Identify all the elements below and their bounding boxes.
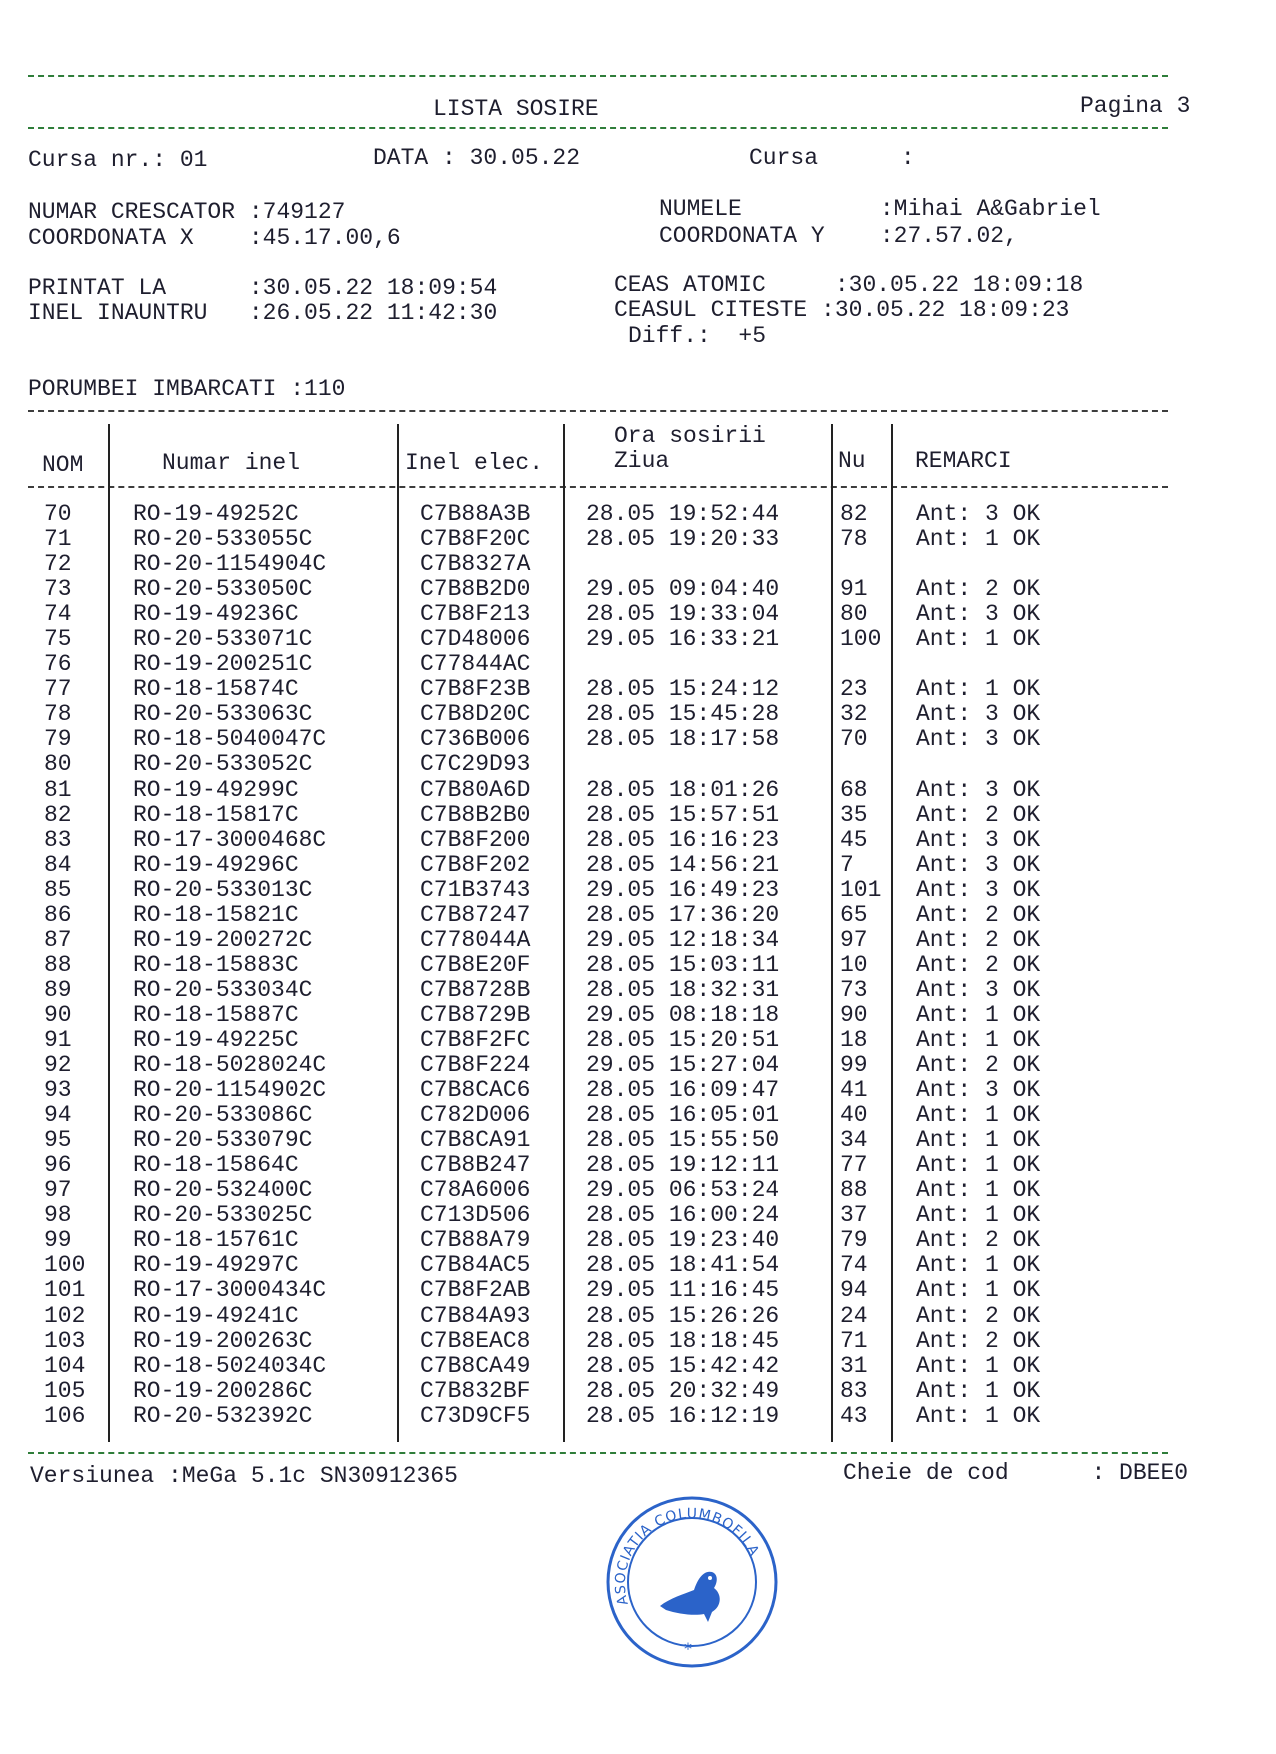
row-ring-number: RO-20-533079C — [133, 1127, 313, 1154]
table-row — [0, 928, 1276, 953]
row-nom: 101 — [44, 1277, 86, 1304]
table-row — [0, 828, 1276, 853]
row-nom: 98 — [44, 1202, 72, 1229]
row-arrival-time: 28.05 18:32:31 — [586, 976, 780, 1003]
row-nom: 100 — [44, 1252, 86, 1279]
row-arrival-time: 28.05 18:01:26 — [586, 776, 780, 803]
row-arrival-time: 28.05 18:17:58 — [586, 726, 780, 753]
row-electronic-ring: C7B8F2FC — [420, 1026, 531, 1053]
row-electronic-ring: C7B87247 — [420, 901, 531, 928]
table-row — [0, 1329, 1276, 1354]
row-ring-number: RO-19-49299C — [133, 776, 299, 803]
table-row — [0, 1128, 1276, 1153]
row-nom: 96 — [44, 1152, 72, 1179]
table-row — [0, 627, 1276, 652]
table-row — [0, 527, 1276, 552]
row-electronic-ring: C7B8729B — [420, 1001, 531, 1028]
race-name: Cursa : — [749, 145, 915, 171]
col-nom: NOM — [42, 452, 84, 478]
row-ring-number: RO-20-1154902C — [133, 1077, 327, 1104]
row-remark: Ant: 1 OK — [916, 1177, 1041, 1204]
row-ring-number: RO-20-532392C — [133, 1402, 313, 1429]
row-nom: 73 — [44, 576, 72, 603]
row-position: 31 — [840, 1352, 868, 1379]
row-electronic-ring: C7B8F23B — [420, 676, 531, 703]
row-remark: Ant: 3 OK — [916, 501, 1041, 527]
row-nom: 81 — [44, 776, 72, 803]
row-nom: 94 — [44, 1102, 72, 1129]
row-electronic-ring: C78A6006 — [420, 1177, 531, 1204]
table-row — [0, 878, 1276, 903]
top-divider — [28, 75, 1168, 77]
col-numar-inel: Numar inel — [162, 450, 301, 476]
row-electronic-ring: C778044A — [420, 926, 531, 953]
row-remark: Ant: 1 OK — [916, 1277, 1041, 1304]
table-header-divider — [28, 486, 1168, 488]
row-position: 90 — [840, 1001, 868, 1028]
row-electronic-ring: C7B8F2AB — [420, 1277, 531, 1304]
table-row — [0, 1228, 1276, 1253]
row-position: 23 — [840, 676, 868, 703]
table-row — [0, 502, 1276, 527]
row-ring-number: RO-20-1154904C — [133, 551, 327, 578]
row-ring-number: RO-18-5024034C — [133, 1352, 327, 1379]
row-nom: 87 — [44, 926, 72, 953]
clock-diff: Diff.: +5 — [628, 323, 767, 349]
row-nom: 85 — [44, 876, 72, 903]
row-electronic-ring: C7B8728B — [420, 976, 531, 1003]
row-arrival-time: 28.05 15:57:51 — [586, 801, 780, 828]
row-remark: Ant: 2 OK — [916, 951, 1041, 978]
row-electronic-ring: C7B88A3B — [420, 501, 531, 527]
row-ring-number: RO-17-3000434C — [133, 1277, 327, 1304]
row-electronic-ring: C73D9CF5 — [420, 1402, 531, 1429]
row-arrival-time: 28.05 19:20:33 — [586, 526, 780, 553]
row-position: 91 — [840, 576, 868, 603]
row-position: 40 — [840, 1102, 868, 1129]
row-ring-number: RO-19-49252C — [133, 501, 299, 527]
printed-at: PRINTAT LA :30.05.22 18:09:54 — [28, 275, 498, 301]
col-inel-elec: Inel elec. — [405, 450, 544, 476]
row-electronic-ring: C7B8B2D0 — [420, 576, 531, 603]
row-nom: 99 — [44, 1227, 72, 1254]
row-position: 7 — [840, 851, 854, 878]
row-arrival-time: 28.05 14:56:21 — [586, 851, 780, 878]
row-position: 99 — [840, 1052, 868, 1079]
breeder-name: NUMELE :Mihai A&Gabriel — [659, 196, 1101, 222]
svg-text:*: * — [684, 1639, 692, 1658]
row-remark: Ant: 1 OK — [916, 1402, 1041, 1429]
header-divider — [28, 127, 1168, 129]
row-nom: 76 — [44, 651, 72, 678]
table-row — [0, 1304, 1276, 1329]
code-key: Cheie de cod : DBEE0 — [843, 1460, 1189, 1486]
row-nom: 83 — [44, 826, 72, 853]
stamp-seal-icon — [604, 1494, 780, 1670]
row-electronic-ring: C7B8CAC6 — [420, 1077, 531, 1104]
row-arrival-time: 29.05 08:18:18 — [586, 1001, 780, 1028]
coord-x: COORDONATA X :45.17.00,6 — [28, 225, 401, 251]
table-row — [0, 702, 1276, 727]
row-remark: Ant: 1 OK — [916, 1377, 1041, 1404]
row-remark: Ant: 3 OK — [916, 776, 1041, 803]
row-electronic-ring: C7B80A6D — [420, 776, 531, 803]
table-row — [0, 853, 1276, 878]
row-ring-number: RO-18-15883C — [133, 951, 299, 978]
row-ring-number: RO-20-533071C — [133, 626, 313, 653]
row-nom: 93 — [44, 1077, 72, 1104]
software-version: Versiunea :MeGa 5.1c SN30912365 — [30, 1463, 458, 1489]
row-electronic-ring: C7C29D93 — [420, 751, 531, 778]
row-position: 94 — [840, 1277, 868, 1304]
row-nom: 74 — [44, 601, 72, 628]
row-ring-number: RO-19-49225C — [133, 1026, 299, 1053]
clock-reads: CEASUL CITESTE :30.05.22 18:09:23 — [614, 297, 1070, 323]
row-electronic-ring: C7B8327A — [420, 551, 531, 578]
row-nom: 95 — [44, 1127, 72, 1154]
row-remark: Ant: 1 OK — [916, 1152, 1041, 1179]
row-nom: 84 — [44, 851, 72, 878]
row-position: 35 — [840, 801, 868, 828]
row-arrival-time: 29.05 16:49:23 — [586, 876, 780, 903]
row-electronic-ring: C7B832BF — [420, 1377, 531, 1404]
row-nom: 92 — [44, 1052, 72, 1079]
table-row — [0, 1379, 1276, 1404]
row-nom: 97 — [44, 1177, 72, 1204]
row-electronic-ring: C7B8CA49 — [420, 1352, 531, 1379]
table-row — [0, 1253, 1276, 1278]
row-nom: 70 — [44, 501, 72, 527]
row-arrival-time: 28.05 15:24:12 — [586, 676, 780, 703]
row-position: 82 — [840, 501, 868, 527]
row-ring-number: RO-18-15817C — [133, 801, 299, 828]
row-electronic-ring: C7B8CA91 — [420, 1127, 531, 1154]
row-position: 41 — [840, 1077, 868, 1104]
row-ring-number: RO-18-5040047C — [133, 726, 327, 753]
row-remark: Ant: 3 OK — [916, 701, 1041, 728]
row-arrival-time: 28.05 19:23:40 — [586, 1227, 780, 1254]
row-ring-number: RO-20-533052C — [133, 751, 313, 778]
row-nom: 86 — [44, 901, 72, 928]
table-row — [0, 1003, 1276, 1028]
row-remark: Ant: 1 OK — [916, 1352, 1041, 1379]
row-position: 74 — [840, 1252, 868, 1279]
table-row — [0, 552, 1276, 577]
coord-y: COORDONATA Y :27.57.02, — [659, 223, 1018, 249]
row-position: 18 — [840, 1026, 868, 1053]
row-remark: Ant: 2 OK — [916, 801, 1041, 828]
row-ring-number: RO-20-533063C — [133, 701, 313, 728]
row-ring-number: RO-18-5028024C — [133, 1052, 327, 1079]
row-ring-number: RO-20-533034C — [133, 976, 313, 1003]
row-electronic-ring: C7B8D20C — [420, 701, 531, 728]
row-remark: Ant: 2 OK — [916, 1327, 1041, 1354]
row-position: 65 — [840, 901, 868, 928]
row-position: 88 — [840, 1177, 868, 1204]
row-remark: Ant: 1 OK — [916, 1102, 1041, 1129]
col-remarci: REMARCI — [915, 448, 1012, 474]
row-ring-number: RO-20-533050C — [133, 576, 313, 603]
table-row — [0, 1053, 1276, 1078]
row-position: 77 — [840, 1152, 868, 1179]
row-ring-number: RO-18-15874C — [133, 676, 299, 703]
row-electronic-ring: C7B8F20C — [420, 526, 531, 553]
row-position: 24 — [840, 1302, 868, 1329]
row-arrival-time: 28.05 16:16:23 — [586, 826, 780, 853]
race-date: DATA : 30.05.22 — [373, 145, 581, 171]
row-electronic-ring: C782D006 — [420, 1102, 531, 1129]
row-arrival-time: 28.05 15:03:11 — [586, 951, 780, 978]
row-nom: 72 — [44, 551, 72, 578]
row-remark: Ant: 2 OK — [916, 576, 1041, 603]
row-position: 100 — [840, 626, 882, 653]
row-electronic-ring: C736B006 — [420, 726, 531, 753]
table-row — [0, 652, 1276, 677]
row-remark: Ant: 1 OK — [916, 1252, 1041, 1279]
row-nom: 79 — [44, 726, 72, 753]
row-position: 71 — [840, 1327, 868, 1354]
row-ring-number: RO-19-200286C — [133, 1377, 313, 1404]
table-row — [0, 1178, 1276, 1203]
atomic-clock: CEAS ATOMIC :30.05.22 18:09:18 — [614, 272, 1084, 298]
row-arrival-time: 28.05 19:33:04 — [586, 601, 780, 628]
row-arrival-time: 28.05 15:42:42 — [586, 1352, 780, 1379]
table-row — [0, 803, 1276, 828]
row-ring-number: RO-19-200272C — [133, 926, 313, 953]
row-ring-number: RO-19-49297C — [133, 1252, 299, 1279]
row-nom: 82 — [44, 801, 72, 828]
row-arrival-time: 28.05 15:26:26 — [586, 1302, 780, 1329]
row-ring-number: RO-19-49236C — [133, 601, 299, 628]
row-remark: Ant: 2 OK — [916, 1302, 1041, 1329]
row-arrival-time: 29.05 16:33:21 — [586, 626, 780, 653]
row-remark: Ant: 1 OK — [916, 1001, 1041, 1028]
table-row — [0, 1078, 1276, 1103]
row-position: 68 — [840, 776, 868, 803]
row-electronic-ring: C7B8F213 — [420, 601, 531, 628]
row-electronic-ring: C7B8F202 — [420, 851, 531, 878]
row-remark: Ant: 3 OK — [916, 726, 1041, 753]
row-nom: 75 — [44, 626, 72, 653]
row-nom: 106 — [44, 1402, 86, 1429]
row-nom: 91 — [44, 1026, 72, 1053]
breeder-number: NUMAR CRESCATOR :749127 — [28, 199, 346, 225]
row-position: 10 — [840, 951, 868, 978]
row-arrival-time: 28.05 20:32:49 — [586, 1377, 780, 1404]
table-top-divider — [28, 410, 1168, 412]
row-position: 101 — [840, 876, 882, 903]
row-nom: 77 — [44, 676, 72, 703]
row-arrival-time: 29.05 15:27:04 — [586, 1052, 780, 1079]
row-position: 70 — [840, 726, 868, 753]
col-ziua: Ziua — [614, 448, 670, 474]
table-row — [0, 1404, 1276, 1429]
association-stamp — [604, 1494, 780, 1670]
row-electronic-ring: C7B8B247 — [420, 1152, 531, 1179]
row-remark: Ant: 3 OK — [916, 851, 1041, 878]
table-row — [0, 778, 1276, 803]
row-ring-number: RO-18-15761C — [133, 1227, 299, 1254]
row-ring-number: RO-20-532400C — [133, 1177, 313, 1204]
row-ring-number: RO-18-15821C — [133, 901, 299, 928]
row-position: 45 — [840, 826, 868, 853]
row-electronic-ring: C77844AC — [420, 651, 531, 678]
row-ring-number: RO-18-15864C — [133, 1152, 299, 1179]
table-row — [0, 1028, 1276, 1053]
row-nom: 89 — [44, 976, 72, 1003]
row-ring-number: RO-20-533086C — [133, 1102, 313, 1129]
row-arrival-time: 28.05 17:36:20 — [586, 901, 780, 928]
ring-in: INEL INAUNTRU :26.05.22 11:42:30 — [28, 300, 498, 326]
table-row — [0, 1203, 1276, 1228]
row-arrival-time: 28.05 15:45:28 — [586, 701, 780, 728]
row-arrival-time: 29.05 11:16:45 — [586, 1277, 780, 1304]
row-ring-number: RO-20-533013C — [133, 876, 313, 903]
row-electronic-ring: C7B8F224 — [420, 1052, 531, 1079]
table-row — [0, 1354, 1276, 1379]
row-arrival-time: 29.05 06:53:24 — [586, 1177, 780, 1204]
table-row — [0, 752, 1276, 777]
page-title: LISTA SOSIRE — [433, 96, 599, 122]
row-ring-number: RO-19-200251C — [133, 651, 313, 678]
row-nom: 80 — [44, 751, 72, 778]
row-nom: 78 — [44, 701, 72, 728]
row-remark: Ant: 1 OK — [916, 1202, 1041, 1229]
row-position: 34 — [840, 1127, 868, 1154]
row-electronic-ring: C7B8E20F — [420, 951, 531, 978]
pigeons-entered: PORUMBEI IMBARCATI :110 — [28, 376, 346, 402]
row-arrival-time: 28.05 16:00:24 — [586, 1202, 780, 1229]
row-arrival-time: 28.05 18:18:45 — [586, 1327, 780, 1354]
row-remark: Ant: 1 OK — [916, 1127, 1041, 1154]
row-arrival-time: 28.05 16:05:01 — [586, 1102, 780, 1129]
table-row — [0, 1278, 1276, 1303]
row-ring-number: RO-19-49241C — [133, 1302, 299, 1329]
row-electronic-ring: C7B8F200 — [420, 826, 531, 853]
table-row — [0, 1153, 1276, 1178]
row-position: 32 — [840, 701, 868, 728]
row-nom: 90 — [44, 1001, 72, 1028]
row-remark: Ant: 3 OK — [916, 601, 1041, 628]
table-row — [0, 727, 1276, 752]
row-nom: 88 — [44, 951, 72, 978]
col-nu: Nu — [838, 448, 866, 474]
table-row — [0, 577, 1276, 602]
row-arrival-time: 28.05 16:09:47 — [586, 1077, 780, 1104]
row-position: 97 — [840, 926, 868, 953]
table-row — [0, 1103, 1276, 1128]
table-row — [0, 903, 1276, 928]
row-arrival-time: 28.05 15:20:51 — [586, 1026, 780, 1053]
row-remark: Ant: 1 OK — [916, 626, 1041, 653]
row-position: 83 — [840, 1377, 868, 1404]
row-remark: Ant: 3 OK — [916, 826, 1041, 853]
page-number: Pagina 3 — [1080, 93, 1191, 119]
row-arrival-time: 28.05 18:41:54 — [586, 1252, 780, 1279]
row-remark: Ant: 2 OK — [916, 1052, 1041, 1079]
row-remark: Ant: 2 OK — [916, 1227, 1041, 1254]
row-nom: 103 — [44, 1327, 86, 1354]
row-electronic-ring: C713D506 — [420, 1202, 531, 1229]
col-ora-sosirii: Ora sosirii — [614, 423, 766, 449]
row-remark: Ant: 1 OK — [916, 526, 1041, 553]
row-remark: Ant: 3 OK — [916, 1077, 1041, 1104]
row-remark: Ant: 2 OK — [916, 926, 1041, 953]
row-position: 80 — [840, 601, 868, 628]
row-arrival-time: 28.05 15:55:50 — [586, 1127, 780, 1154]
row-nom: 105 — [44, 1377, 86, 1404]
row-remark: Ant: 3 OK — [916, 876, 1041, 903]
row-ring-number: RO-19-49296C — [133, 851, 299, 878]
row-nom: 71 — [44, 526, 72, 553]
row-arrival-time: 28.05 19:12:11 — [586, 1152, 780, 1179]
table-row — [0, 953, 1276, 978]
row-position: 37 — [840, 1202, 868, 1229]
row-position: 43 — [840, 1402, 868, 1429]
row-arrival-time: 28.05 19:52:44 — [586, 501, 780, 527]
row-electronic-ring: C7D48006 — [420, 626, 531, 653]
row-position: 73 — [840, 976, 868, 1003]
row-ring-number: RO-18-15887C — [133, 1001, 299, 1028]
arrival-table-body — [0, 502, 1276, 1429]
row-ring-number: RO-20-533055C — [133, 526, 313, 553]
row-electronic-ring: C7B84AC5 — [420, 1252, 531, 1279]
row-position: 79 — [840, 1227, 868, 1254]
table-bottom-divider — [28, 1452, 1168, 1454]
race-number: Cursa nr.: 01 — [28, 147, 208, 173]
row-remark: Ant: 1 OK — [916, 1026, 1041, 1053]
row-position: 78 — [840, 526, 868, 553]
row-remark: Ant: 2 OK — [916, 901, 1041, 928]
row-electronic-ring: C71B3743 — [420, 876, 531, 903]
row-ring-number: RO-17-3000468C — [133, 826, 327, 853]
table-row — [0, 677, 1276, 702]
table-row — [0, 602, 1276, 627]
row-electronic-ring: C7B8EAC8 — [420, 1327, 531, 1354]
row-ring-number: RO-20-533025C — [133, 1202, 313, 1229]
row-electronic-ring: C7B84A93 — [420, 1302, 531, 1329]
row-remark: Ant: 1 OK — [916, 676, 1041, 703]
row-arrival-time: 29.05 12:18:34 — [586, 926, 780, 953]
row-ring-number: RO-19-200263C — [133, 1327, 313, 1354]
table-row — [0, 978, 1276, 1003]
row-nom: 102 — [44, 1302, 86, 1329]
row-nom: 104 — [44, 1352, 86, 1379]
row-arrival-time: 28.05 16:12:19 — [586, 1402, 780, 1429]
row-remark: Ant: 3 OK — [916, 976, 1041, 1003]
row-electronic-ring: C7B8B2B0 — [420, 801, 531, 828]
svg-text:ASOCIATIA COLUMBOFILA: ASOCIATIA COLUMBOFILA — [612, 1505, 763, 1607]
row-electronic-ring: C7B88A79 — [420, 1227, 531, 1254]
row-arrival-time: 29.05 09:04:40 — [586, 576, 780, 603]
